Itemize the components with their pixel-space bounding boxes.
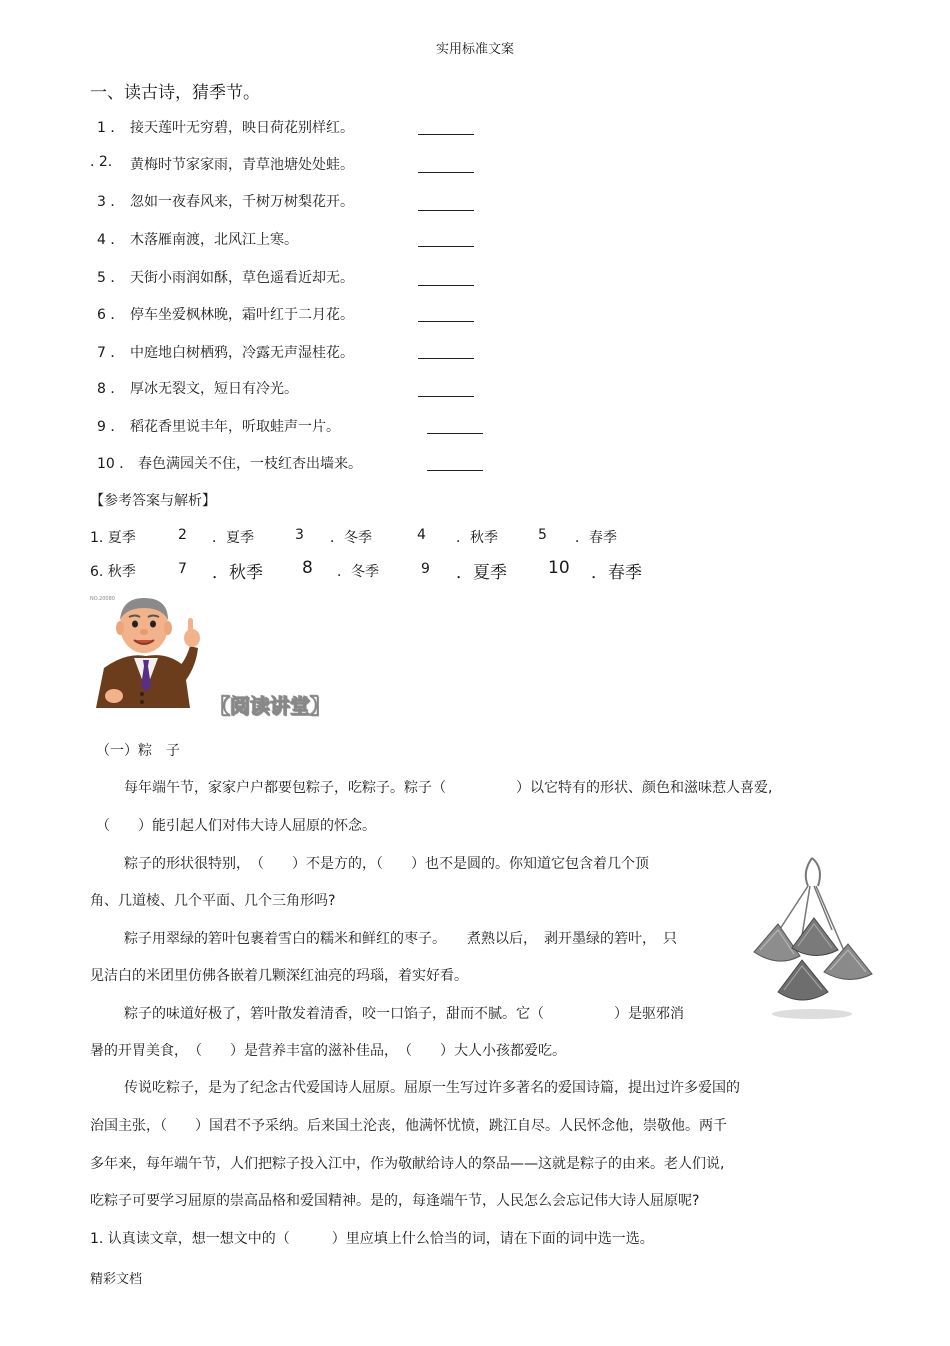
answer-item: 6. 秋季 [90,564,136,580]
zongzi-illustration [748,852,876,1022]
answer-blank[interactable] [427,433,483,434]
poem-number: 3 ． [97,194,125,210]
poem-text: 春色满园关不住，一枝红杏出墙来。 [138,456,362,472]
poem-number: 1 ． [97,120,125,136]
poem-text: 停车坐爱枫林晚，霜叶红于二月花。 [130,307,354,323]
answer-blank[interactable] [427,470,483,471]
question-1: 1. 认真读文章，想一想文中的（ ）里应填上什么恰当的词，请在下面的词中选一选。 [90,1231,654,1247]
poem-text: 接天莲叶无穷碧，映日荷花别样红。 [130,120,354,136]
answer-number: 9 [421,561,430,577]
paragraph-line: 角、几道棱、几个平面、几个三角形吗? [90,893,336,909]
answer-number: 7 [178,561,187,577]
answer-number: 8 [302,558,313,578]
poem-text: 中庭地白树栖鸦，冷露无声湿桂花。 [130,345,354,361]
teacher-illustration [86,590,206,715]
answer-number: 5 [538,527,547,543]
answer-number: 2 [178,527,187,543]
poem-number: 4 ． [97,232,125,248]
answer-blank[interactable] [418,396,474,397]
paragraph-line: 治国主张，（ ）国君不予采纳。后来国土沦丧，他满怀忧愤，跳江自尽。人民怀念他，崇敬他。两千 [90,1118,727,1134]
poem-number: 6 ． [97,307,125,323]
reading-subtitle: （一）粽 子 [96,743,180,759]
poem-text: 天街小雨润如酥，草色遥看近却无。 [130,270,354,286]
page-header: 实用标准文案 [435,42,514,57]
poem-number: 7 ． [97,345,125,361]
answer-item: ．春季 [575,530,617,546]
paragraph-line: 多年来，每年端午节，人们把粽子投入江中，作为敬献给诗人的祭品——这就是粽子的由来。老人们说, [90,1156,725,1172]
poem-number: 5 ． [97,270,125,286]
answer-blank[interactable] [418,321,474,322]
answer-item: ．冬季 [330,530,372,546]
answer-blank[interactable] [418,134,474,135]
paragraph-line: （ ）能引起人们对伟大诗人屈原的怀念。 [96,818,376,834]
poem-number: . 2. [90,154,113,170]
answer-blank[interactable] [418,210,474,211]
reading-banner [210,690,330,719]
paragraph-line: 吃粽子可要学习屈原的崇高品格和爱国精神。是的，每逢端午节，人民怎么会忘记伟大诗人屈原呢? [90,1193,700,1209]
paragraph-line: 粽子的形状很特别， （ ）不是方的，（ ）也不是圆的。你知道它包含着几个顶 [124,856,649,872]
answer-number: 10 [548,558,570,578]
paragraph-line: 暑的开胃美食， （ ）是营养丰富的滋补佳品， （ ）大人小孩都爱吃。 [90,1043,566,1059]
poem-text: 厚冰无裂文，短日有冷光。 [130,381,298,397]
answer-number: 4 [417,527,426,543]
poem-number: 10 ． [97,456,134,472]
answer-blank[interactable] [418,285,474,286]
answer-item: ．秋季 [212,563,263,583]
poem-number: 8 ． [97,381,125,397]
paragraph-line: 传说吃粽子，是为了纪念古代爱国诗人屈原。屈原一生写过许多著名的爱国诗篇，提出过许多爱国的 [124,1080,740,1096]
paragraph-line: 粽子的味道好极了，箬叶散发着清香，咬一口馅子，甜而不腻。它（ ）是驱邪消 [124,1006,684,1022]
answer-item: ．冬季 [337,564,379,580]
reading-banner-text: 【阅读讲堂】 [210,694,330,718]
answer-item: ．秋季 [456,530,498,546]
poem-text: 木落雁南渡，北风江上寒。 [130,232,298,248]
paragraph-line: 粽子用翠绿的箬叶包裹着雪白的糯米和鲜红的枣子。 煮熟以后， 剥开墨绿的箬叶， 只 [124,931,677,947]
answer-number: 3 [295,527,304,543]
poem-text: 忽如一夜春风来，千树万树梨花开。 [130,194,354,210]
poem-number: 9 ． [97,419,125,435]
answer-item: ．春季 [591,563,642,583]
poem-text: 黄梅时节家家雨，青草池塘处处蛙。 [130,157,354,173]
paragraph-line: 每年端午节，家家户户都要包粽子，吃粽子。粽子（ ）以它特有的形状、颜色和滋味惹人喜爱, [124,780,773,796]
answer-blank[interactable] [418,358,474,359]
answers-heading: 【参考答案与解析】 [90,493,216,509]
answer-item: 1. 夏季 [90,530,136,546]
paragraph-line: 见洁白的米团里仿佛各嵌着几颗深红油亮的玛瑙，着实好看。 [90,968,468,984]
poem-text: 稻花香里说丰年，听取蛙声一片。 [130,419,340,435]
answer-blank[interactable] [418,246,474,247]
section-title: 一、读古诗，猜季节。 [90,83,260,103]
answer-blank[interactable] [418,172,474,173]
page-footer: 精彩文档 [90,1272,143,1287]
answer-item: ．夏季 [212,530,254,546]
watermark-logo: NO.20080 [90,596,115,602]
answer-item: ．夏季 [456,563,507,583]
